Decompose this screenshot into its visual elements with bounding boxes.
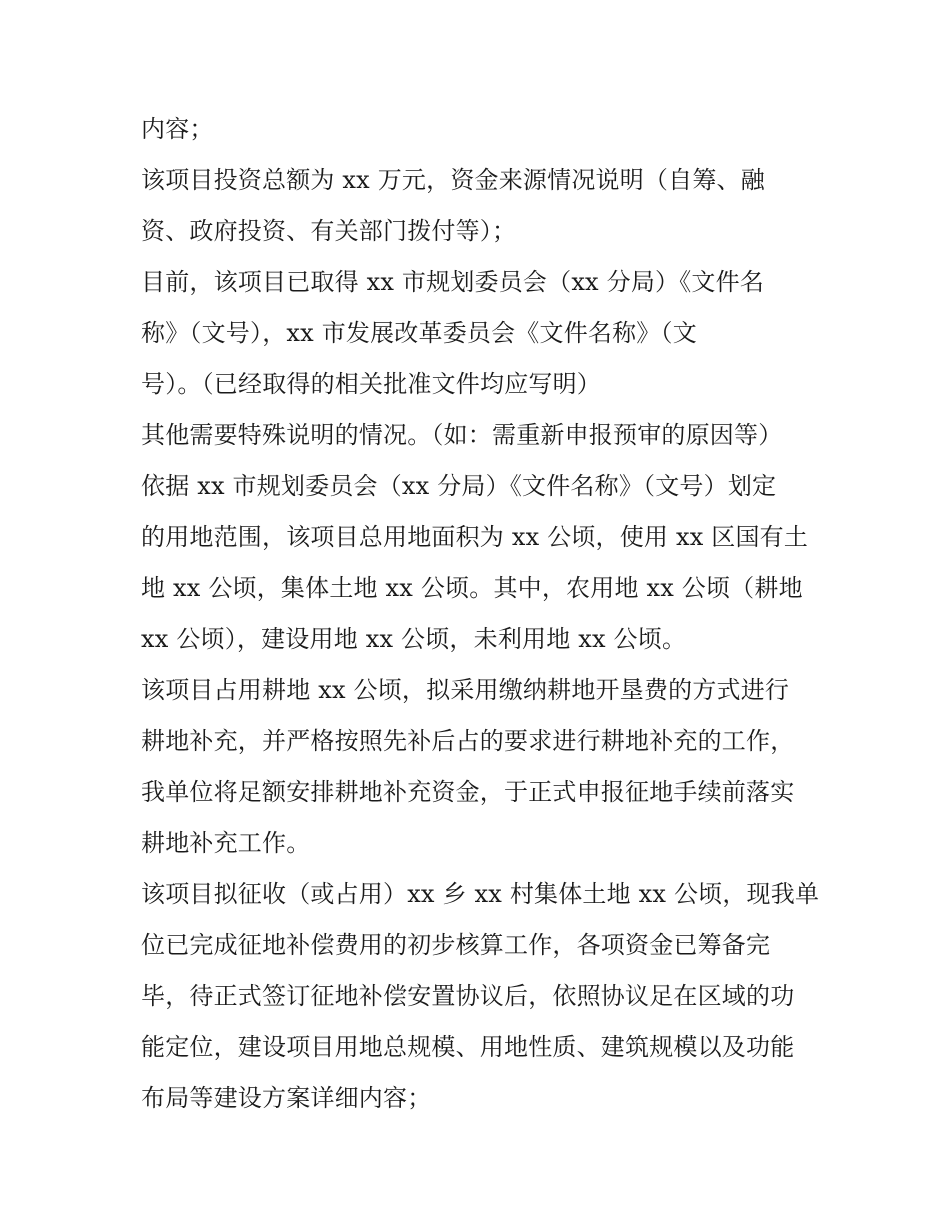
text-line: 能定位，建设项目用地总规模、用地性质、建筑规模以及功能	[141, 1033, 795, 1061]
text-line: 目前，该项目已取得 xx 市规划委员会（xx 分局）《文件名	[141, 268, 765, 296]
text-line: 耕地补充，并严格按照先补后占的要求进行耕地补充的工作，	[141, 727, 795, 755]
text-line: 内容；	[141, 115, 214, 143]
text-line: 依据 xx 市规划委员会（xx 分局）《文件名称》（文号）划定	[141, 472, 777, 500]
text-line: 的用地范围，该项目总用地面积为 xx 公顷，使用 xx 区国有土	[141, 523, 809, 551]
text-line: 地 xx 公顷，集体土地 xx 公顷。其中，农用地 xx 公顷（耕地	[141, 574, 803, 602]
text-line: 该项目投资总额为 xx 万元，资金来源情况说明（自筹、融	[141, 166, 765, 194]
text-line: 毕，待正式签订征地补偿安置协议后，依照协议足在区域的功	[141, 982, 795, 1010]
text-line: 耕地补充工作。	[141, 829, 311, 857]
text-line: 我单位将足额安排耕地补充资金，于正式申报征地手续前落实	[141, 778, 795, 806]
text-line: 称》（文号），xx 市发展改革委员会《文件名称》（文	[141, 319, 697, 347]
text-line: 该项目占用耕地 xx 公顷，拟采用缴纳耕地开垦费的方式进行	[141, 676, 790, 704]
text-line: 位已完成征地补偿费用的初步核算工作，各项资金已筹备完	[141, 931, 771, 959]
document-body	[141, 104, 821, 1124]
text-line: 该项目拟征收（或占用）xx 乡 xx 村集体土地 xx 公顷，现我单	[141, 880, 820, 908]
text-line: 布局等建设方案详细内容；	[141, 1084, 432, 1112]
text-line: 号）。（已经取得的相关批准文件均应写明）	[141, 370, 601, 398]
text-line: 资、政府投资、有关部门拨付等）；	[141, 217, 517, 245]
text-line: 其他需要特殊说明的情况。（如：需重新申报预审的原因等）	[141, 421, 783, 449]
text-line: xx 公顷），建设用地 xx 公顷，未利用地 xx 公顷。	[141, 625, 687, 653]
